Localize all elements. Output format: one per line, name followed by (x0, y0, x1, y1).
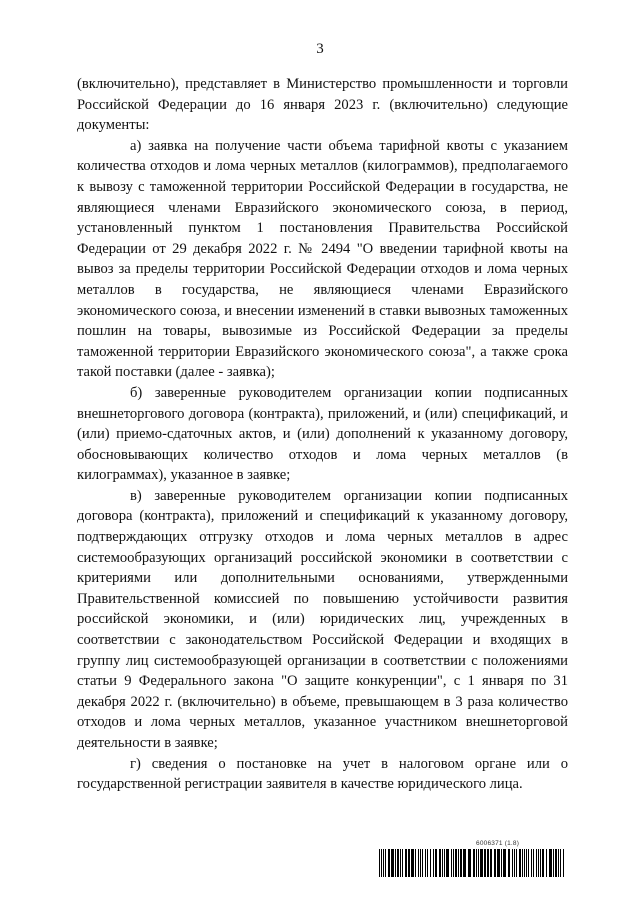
paragraph-intro: (включительно), представляет в Министерство промышленности и торговли Российской Федерации до 16 января 2023 г. (включительно) следующие документы: (77, 76, 568, 134)
paragraph-item-g: г) сведения о постановке на учет в налоговом органе или о государственной регистрации заявителя в качестве юридического лица. (77, 755, 568, 793)
paragraph-item-b: б) заверенные руководителем организации копии подписанных внешнеторгового договора (контракта), приложений, и (или) спецификаций, и (или) приемо-сдаточных актов, и (или) дополнений к указанному договору, обосновывающих количество отходов и лома черных металлов (в килограммах), указанное в заявке; (77, 384, 568, 484)
document-body (77, 74, 568, 795)
paragraph-item-a: а) заявка на получение части объема тарифной квоты с указанием количества отходов и лома черных металлов (килограммов), предполагаемого к вывозу с таможенной территории Российской Федерации в государства, не являющиеся членами Евразийского экономического союза, в период, установленный пунктом 1 постановления Правительства Российской Федерации от 29 декабря 2022 г. № 2494 "О введении тарифной квоты на вывоз за пределы территории Российской Федерации отходов и лома черных металлов в государства, не являющиеся членами Евразийского экономического союза, и внесении изменений в ставки вывозных таможенных пошлин на товары, вывозимые из Российской Федерации за пределы таможенной территории Евразийского экономического союза", а также срока такой поставки (далее - заявка); (77, 137, 568, 381)
paragraph-item-v: в) заверенные руководителем организации копии подписанных договора (контракта), приложений и спецификаций к указанному договору, подтверждающих отгрузку отходов и лома черных металлов в адрес системообразующих организаций российской экономики в соответствии с критериями или дополнительными основаниями, утвержденными Правительственной комиссией по повышению устойчивости развития российской экономики, и (или) юридических лиц, учрежденных в соответствии с законодательством Российской Федерации и входящих в группу лиц системообразующей организации в соответствии с положениями статьи 9 Федерального закона "О защите конкуренции", с 1 января по 31 декабря 2022 г. (включительно) в объеме, превышающем в 3 раза количество отходов и лома черных металлов, указанное участником внешнеторговой деятельности в заявке; (77, 487, 568, 751)
barcode-image (379, 849, 565, 877)
page-number: 3 (316, 41, 324, 57)
document-id: 6006371 (1.8) (476, 840, 520, 847)
